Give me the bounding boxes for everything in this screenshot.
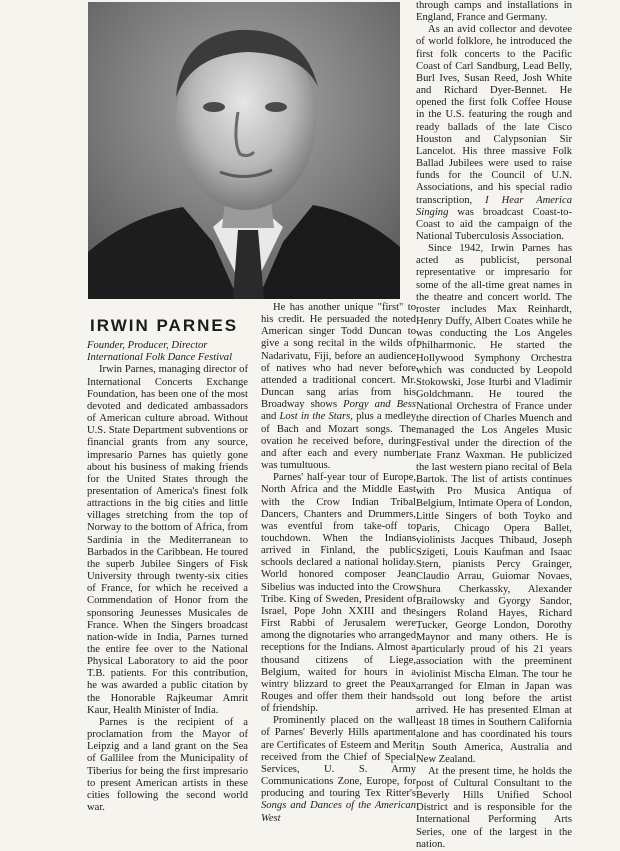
text-run: Prominently placed on the wall of Parnes' Beverly Hills apartment are Certificates of Esteem and Merit received from the Chief of Special Services, U. S. Army Communications Zone, Europe, for producing and touring Tex Ritter's xyxy=(261,715,416,800)
text-column-1 xyxy=(87,340,248,814)
subtitle xyxy=(87,340,248,364)
paragraph: Parnes is the recipient of a proclamation from the Mayor of Leipzig and a land grant on the Sea of Gallilee from the Municipality of Tiberius for being the first impresario to present American artists in these cities following the second world war. xyxy=(87,716,248,814)
paragraph xyxy=(261,302,416,472)
portrait-photo xyxy=(88,2,400,299)
show-title: Lost in the Stars, xyxy=(279,411,353,423)
text-run: plus a medley of Bach and Mozart songs. The ovation he received before, during and after each and every number was tumultuous. xyxy=(261,411,416,472)
paragraph: through camps and installations in England, France and Germany. xyxy=(416,0,572,24)
paragraph: At the present time, he holds the post of Cultural Consultant to the Beverly Hills Unified School District and is responsible for the International Performing Arts Series, one of the largest in the nation. xyxy=(416,765,572,850)
paragraph xyxy=(261,715,416,824)
text-column-3 xyxy=(416,0,572,851)
program-title: I Hear America Singing xyxy=(416,194,572,218)
text-run: was broadcast Coast-to-Coast to aid the campaign of the National Tuberculosis Association. xyxy=(416,206,572,242)
portrait-illustration xyxy=(88,2,400,299)
person-name: IRWIN PARNES xyxy=(90,316,239,335)
text-column-2 xyxy=(261,302,416,825)
subtitle-line-2: International Folk Dance Festival xyxy=(87,352,233,364)
show-title: Porgy and Bess xyxy=(343,399,417,411)
text-run: and xyxy=(261,411,277,423)
show-title: Songs and Dances of the American West xyxy=(261,800,416,824)
paragraph: Irwin Parnes, managing director of International Concerts Exchange Foundation, has been one of the most devoted and dedicated ambassadors of American culture abroad. Without U.S. State Department subventions or financial grants from any source, impresario Parnes has quietly gone about his business of making friends for the United States through the presentation of America's finest folk attractions in the big cities and little villages stretching from the top of Norway to the bottom of Africa, from Sardinia in the Mediterranean to Barbados in the Caribbean. He toured the superb Jubilee Singers of Fisk University through twenty-six cities of France, for which he received a Commendation of Honor from the sponsoring Jeunesses Musicales de France. When the Singers broadcast nation-wide in India, Parnes turned the entire fee over to the National Physical Laboratory to aid the poor T.B. patients. For this contribution, he was awarded a public citation by the Honorable Rajkeumar Amrit Kaur, Health Minister of India. xyxy=(87,364,248,716)
paragraph: Since 1942, Irwin Parnes has acted as publicist, personal representative or impresario for some of the all-time great names in the theatre and concert world. The roster includes Max Reinhardt, Henry Duffy, Albert Coates while he was conducting the Los Angeles Philharmonic. He started the Hollywood Symphony Orchestra which was conducted by Leopold Stokowski, Jose Iturbi and Vladimir Goldchmann. He toured the National Orchestra of France under the direction of Charles Muench and managed the Los Angeles Music Festival under the direction of the late Franz Waxman. He publicized the last western piano recital of Bela Bartok. The list of artists continues with Pro Musica Antiqua of Belgium, Intimate Opera of London, Little Singers of both Toyko and Paris, Chicago Opera Ballet, violinists Jacques Thibaud, Joseph Szigeti, Louis Kaufman and Isaac Stern, pianists Percy Grainger, Claudio Arrau, Guiomar Novaes, Shura Cherkassky, Alexander Brailowsky and Gyorgy Sandor, singers Roland Hayes, Richard Tucker, George London, Dorothy Maynor and many others. He is particularly proud of his 21 years association with the preeminent violinist Mischa Elman. The tour he arranged for Elman in Japan was sold out long before the artist arrived. He has presented Elman at least 18 times in Southern California alone and has coordinated his tours in South America, Australia and New Zealand. xyxy=(416,243,572,765)
paragraph xyxy=(416,24,572,243)
text-run: As an avid collector and devotee of world folklore, he introduced the first folk concerts to the Pacific Coast of Carl Sandburg, Lead Belly, Burl Ives, Susan Reed, Josh White and Richard Dyer-Bennet. He opened the first folk Coffee House in the U.S. featuring the rough and ready ballads of the late Cisco Houston and Calypsonian Sir Lancelot. His three massive Folk Ballad Jubilees were used to raise funds for the Council of U.N. Associations, and his special radio transcription, xyxy=(416,24,572,206)
subtitle-line-1: Founder, Producer, Director xyxy=(87,340,208,351)
text-run: He has another unique "first" to his credit. He persuaded the noted American singer Todd Duncan to give a song recital in the wilds of Nadarivatu, Fiji, before an audience of natives who had never before attended a traditional concert. Mr. Duncan sang arias from his Broadway shows xyxy=(261,302,416,411)
paragraph: Parnes' half-year tour of Europe, North Africa and the Middle East with the Crow Indian Tribal Dancers, Chanters and Drummers, was eventful from take-off to touchdown. When the Indians arrived in Finland, the public schools declared a national holiday. World honored composer Jean Sibelius was inducted into the Crow Tribe. King of Sweden, President of Israel, Pope John XXIII and the First Rabbi of Jerusalem were among the dignotaries who arranged receptions for the Indians. Almost a thousand citizens of Liege, Belgium, waited for hours in a wintry blizzard to greet the Peaux Rouges and offer them their hands of friendship. xyxy=(261,472,416,715)
